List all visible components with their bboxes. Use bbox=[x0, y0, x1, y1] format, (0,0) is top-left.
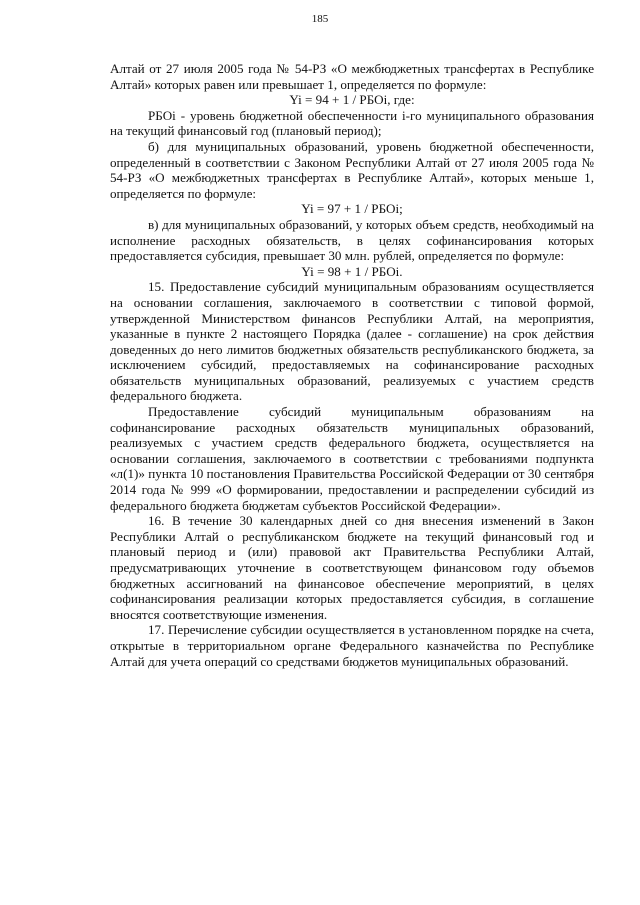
formula-1: Yi = 94 + 1 / РБОi, где: bbox=[289, 92, 415, 108]
page-number: 185 bbox=[311, 13, 329, 25]
paragraph-subitem-b: б) для муниципальных образований, уровень бюджетной обеспеченности, определенный в соответствии с Законом Республики Алтай от 27 июля 2005 года № 54-РЗ «О межбюджетных трансфертах в Республике Алтай», которых меньше 1, определяется по формуле: bbox=[110, 138, 594, 201]
paragraph-item-15: 15. Предоставление субсидий муниципальным образованиям осуществляется на основании соглашения, заключаемого в соответствии с типовой формой, утвержденной Министерством финансов Республики Алтай, на мероприятия, указанные в пункте 2 настоящего Порядка (далее - соглашение) на срок действия доведенных до него лимитов бюджетных обязательств республиканского бюджета, за исключением субсидий, предоставляемых на софинансирование расходных обязательств муниципальных образований, реализуемых с участием средств федерального бюджета. bbox=[110, 279, 594, 404]
paragraph-item-17: 17. Перечисление субсидии осуществляется в установленном порядке на счета, открытые в территориальном органе Федерального казначейства по Республике Алтай для учета операций со средствами бюджетов муниципальных образований. bbox=[110, 622, 594, 669]
formula-3: Yi = 98 + 1 / РБОi. bbox=[301, 263, 403, 279]
paragraph-rboi-definition: РБОi - уровень бюджетной обеспеченности i-го муниципального образования на текущий финансовый год (плановый период); bbox=[110, 107, 594, 139]
paragraph-item-16: 16. В течение 30 календарных дней со дня внесения изменений в Закон Республики Алтай о республиканском бюджете на текущий финансовый год и плановый период и (или) правовой акт Правительства Республики Алтай, предусматривающих уточнение в соответствующем финансовом году объемов бюджетных ассигнований на финансовое обеспечение мероприятий, в целях софинансирования реализации которых предоставляется субсидия, в соглашение вносятся соответствующие изменения. bbox=[110, 513, 594, 622]
formula-2: Yi = 97 + 1 / РБОi; bbox=[301, 201, 403, 217]
paragraph-continuation: Алтай от 27 июля 2005 года № 54-РЗ «О межбюджетных трансфертах в Республике Алтай» которых равен или превышает 1, определяется по формуле: bbox=[110, 61, 594, 92]
paragraph-subitem-v: в) для муниципальных образований, у которых объем средств, необходимый на исполнение расходных обязательств, в целях софинансирования которых предоставляется субсидия, превышает 30 млн. рублей, определяется по формуле: bbox=[110, 216, 594, 264]
document-body bbox=[110, 61, 594, 669]
paragraph-item-15-cofinancing: Предоставление субсидий муниципальным образованиям на софинансирование расходных обязательств муниципальных образований, реализуемых с участием средств федерального бюджета, осуществляется на основании соглашения, заключаемого в соответствии с требованиями подпункта «л(1)» пункта 10 постановления Правительства Российской Федерации от 30 сентября 2014 года № 999 «О формировании, предоставлении и распределении субсидий из федерального бюджета бюджетам субъектов Российской Федерации». bbox=[110, 404, 594, 513]
